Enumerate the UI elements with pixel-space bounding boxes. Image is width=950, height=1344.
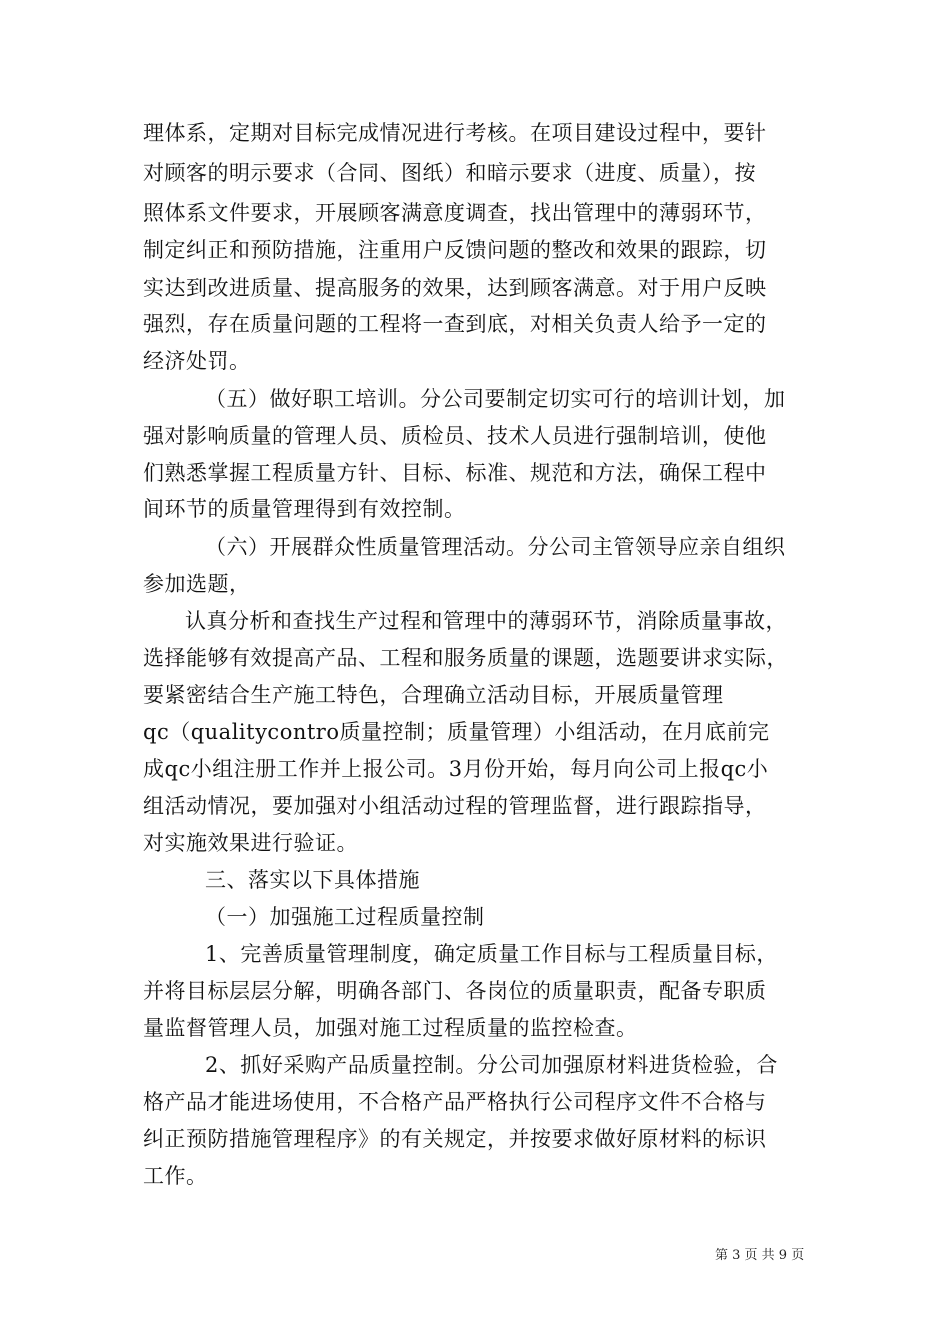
- text-line: 格产品才能进场使用，不合格产品严格执行公司程序文件不合格与: [143, 1090, 767, 1114]
- text-line: 强烈，存在质量问题的工程将一查到底，对相关负责人给予一定的: [143, 312, 767, 336]
- text-line: 理体系，定期对目标完成情况进行考核。在项目建设过程中，要针: [143, 121, 767, 145]
- text-line: 2、抓好采购产品质量控制。分公司加强原材料进货检验，合: [205, 1053, 778, 1077]
- text-line: 制定纠正和预防措施，注重用户反馈问题的整改和效果的跟踪，切: [143, 238, 767, 262]
- text-line: 们熟悉掌握工程质量方针、目标、标准、规范和方法，确保工程中: [143, 461, 767, 485]
- text-line: 实达到改进质量、提高服务的效果，达到顾客满意。对于用户反映: [143, 276, 767, 300]
- text-line: 对实施效果进行验证。: [143, 831, 358, 855]
- text-line: 选择能够有效提高产品、工程和服务质量的课题，选题要讲求实际，: [143, 646, 788, 670]
- text-line: 组活动情况，要加强对小组活动过程的管理监督，进行跟踪指导，: [143, 794, 767, 818]
- text-line: 参加选题，: [143, 572, 251, 596]
- page-number: 第 3 页 共 9 页: [715, 1248, 805, 1263]
- section-heading: 三、落实以下具体措施: [205, 868, 420, 892]
- text-line: qc（qualitycontro质量控制；质量管理）小组活动，在月底前完: [143, 720, 770, 744]
- text-line: 照体系文件要求，开展顾客满意度调查，找出管理中的薄弱环节，: [143, 201, 767, 225]
- text-line: 对顾客的明示要求（合同、图纸）和暗示要求（进度、质量），按: [143, 161, 756, 185]
- text-line: 量监督管理人员，加强对施工过程质量的监控检查。: [143, 1016, 638, 1040]
- text-line: 并将目标层层分解，明确各部门、各岗位的质量职责，配备专职质: [143, 979, 767, 1003]
- text-line: 间环节的质量管理得到有效控制。: [143, 497, 466, 521]
- subsection-heading: （一）加强施工过程质量控制: [205, 905, 485, 929]
- paragraph-heading: （六）开展群众性质量管理活动。分公司主管领导应亲自组织: [205, 535, 786, 559]
- text-line: 认真分析和查找生产过程和管理中的薄弱环节，消除质量事故，: [185, 609, 787, 633]
- text-line: 经济处罚。: [143, 349, 251, 373]
- text-line: 工作。: [143, 1164, 208, 1188]
- text-line: 要紧密结合生产施工特色，合理确立活动目标，开展质量管理: [143, 683, 724, 707]
- text-line: 成qc小组注册工作并上报公司。3月份开始，每月向公司上报qc小: [143, 757, 769, 781]
- text-line: 纠正预防措施管理程序》的有关规定，并按要求做好原材料的标识: [143, 1127, 767, 1151]
- paragraph-heading: （五）做好职工培训。分公司要制定切实可行的培训计划，加: [205, 387, 786, 411]
- text-line: 强对影响质量的管理人员、质检员、技术人员进行强制培训，使他: [143, 424, 767, 448]
- text-line: 1、完善质量管理制度，确定质量工作目标与工程质量目标，: [205, 942, 778, 966]
